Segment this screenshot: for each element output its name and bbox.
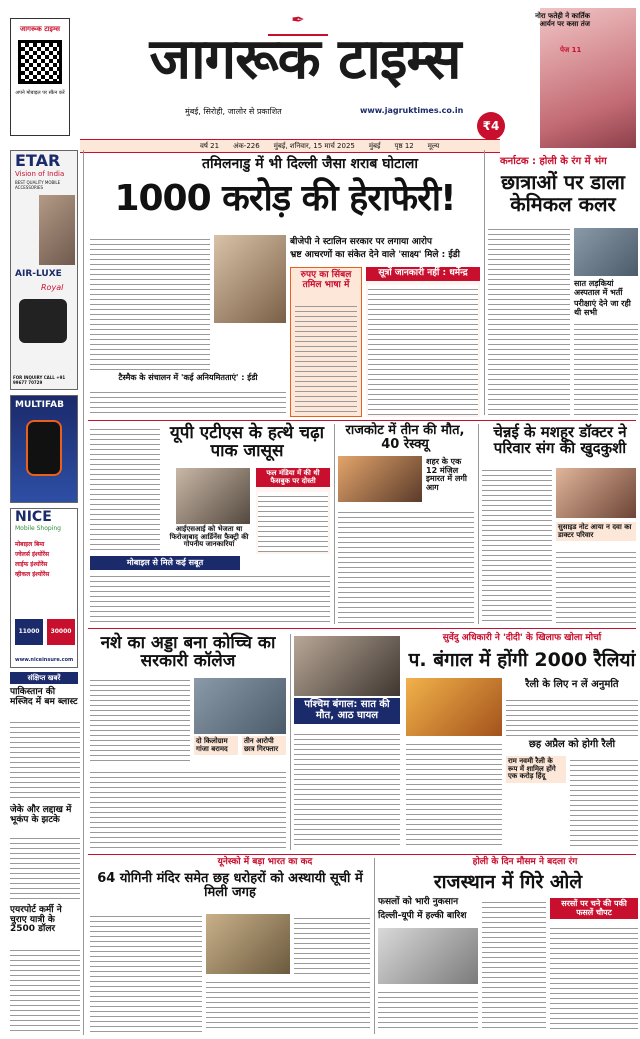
kochi-box-2[interactable]: तीन आरोपी छात्र गिरफ्तार [242, 736, 286, 755]
divider-2 [88, 628, 636, 629]
rajkot-text [338, 508, 474, 624]
rajasthan-text-2 [550, 924, 638, 1032]
promo-text[interactable]: नोरा फतेही ने कार्तिक आर्यन पर कसा तंज [535, 12, 590, 29]
bengal-photo [406, 678, 502, 736]
rupee-box-text [295, 302, 357, 412]
tagline: मुंबई, सिरोही, जालोर से प्रकाशित [185, 107, 282, 116]
promo-page: पेज 11 [560, 46, 582, 54]
etar-contact: FOR INQUIRY CALL +91 99677 70729 [13, 375, 66, 385]
qr-caption: अपने मोबाइल पर स्कैन करें [15, 90, 65, 96]
rajasthan-box[interactable]: सरसों पर चने की पकी फसलें चौपट [550, 898, 638, 919]
chennai-headline[interactable]: चेन्नई के मशहूर डॉक्टर ने परिवार संग की खुदकुशी [493, 423, 627, 458]
mini-news-label: संक्षिप्त खबरें [10, 672, 78, 684]
rajasthan-text-1 [482, 898, 546, 1032]
lead-caption[interactable]: टैस्मैक के संचालन में 'कई अनियमितताएं' : ईडी [118, 373, 258, 382]
kochi-text-2 [90, 768, 286, 848]
rajasthan-headline[interactable]: राजस्थान में गिरे ओले [433, 871, 583, 893]
insurance-jewellers: ज्वेलर्स इंश्योरेंस [15, 551, 50, 558]
pakistan-blast-headline[interactable]: पाकिस्तान की मस्जिद में बम ब्लास्ट [10, 687, 78, 707]
ats-headline[interactable]: यूपी एटीएस के हत्थे चढ़ा पाक जासूस [169, 423, 325, 462]
count-badge-1: 11000 [15, 619, 43, 645]
unesco-text-1 [90, 912, 202, 1032]
chennai-text-2 [556, 548, 636, 624]
divider-1 [88, 420, 636, 421]
rajkot-photo [338, 456, 422, 502]
city: मुंबई [368, 141, 381, 150]
right-divider [484, 150, 485, 415]
ats-box-title[interactable]: फल मंडिया में की थी फैसबुक पर दोस्ती [256, 468, 330, 487]
unesco-text-2 [206, 978, 370, 1032]
nice-subtitle: Mobile Shoping [15, 525, 61, 532]
bengal-text-3 [570, 756, 638, 848]
lead-intro-text [90, 235, 210, 370]
headset-product [19, 299, 67, 343]
mid-divider-2 [478, 424, 479, 624]
jk-quake-text [10, 834, 80, 900]
ats-intro-text [90, 425, 160, 553]
qr-code-icon [18, 40, 62, 84]
accident-text [294, 730, 400, 848]
rajkot-bullet[interactable]: शहर के एक 12 मंजिल इमारत में लगी आग [426, 457, 467, 492]
unesco-photo [206, 914, 290, 974]
nice-ad[interactable] [10, 508, 78, 668]
promo-photo [540, 8, 636, 148]
speaker-product [26, 420, 62, 476]
rajasthan-bullet-2[interactable]: दिल्ली-यूपी में हल्की बारिश [378, 911, 467, 921]
dharmendra-title[interactable]: सूत्रों जानकारी नहीं : धर्मेन्द्र [366, 267, 480, 281]
lead-photo-stalin [214, 235, 286, 323]
rupee-box [290, 267, 362, 417]
etar-model-photo [39, 195, 75, 265]
mid-divider-3 [290, 634, 291, 850]
bengal-sub[interactable]: रैली के लिए न लें अनुमति [525, 679, 619, 690]
lead-sub1[interactable]: बीजेपी ने स्टालिन सरकार पर लगाया आरोप [290, 237, 433, 247]
accident-headline[interactable]: पश्चिम बंगाल: सात की मौत, आठ घायल [294, 698, 400, 724]
karnataka-text-2 [574, 320, 638, 415]
qr-brand: जागरूक टाइम्स [20, 25, 60, 33]
price-badge: ₹4 [477, 112, 505, 140]
ats-banner: मोबाइल से मिले कई सबूत [90, 556, 240, 570]
chennai-caption[interactable]: सुसाइड नोट आया न दवा का डाक्टर परिवार [556, 522, 636, 541]
left-divider [83, 150, 84, 1035]
pakistan-blast-text [10, 718, 80, 798]
kochi-box-1[interactable]: दो किलोग्राम गांजा बरामद [194, 736, 238, 755]
qr-ad[interactable] [10, 18, 70, 136]
bengal-text-1 [506, 696, 638, 736]
etar-subtitle: Vision of India [15, 170, 65, 178]
ats-body-text [90, 572, 330, 624]
kochi-headline[interactable]: नशे का अड्डा बना कोच्चि का सरकारी कॉलेज [100, 633, 276, 672]
ats-box-text [258, 492, 328, 552]
rajasthan-kicker[interactable]: होली के दिन मौसम ने बदला रंग [472, 857, 578, 867]
lead-sub2[interactable]: भ्रष्ट आचरणों का संकेत देने वाले 'साक्ष्य' मिले : ईडी [290, 250, 460, 260]
newspaper-title: जागरूक टाइम्स [149, 27, 461, 92]
count-badge-2: 30000 [47, 619, 75, 645]
rajasthan-text-3 [378, 988, 478, 1032]
insurance-mobile: मोबाइल बिमा [15, 541, 45, 548]
bengal-headline[interactable]: प. बंगाल में होंगी 2000 रैलियां [408, 649, 636, 671]
rupee-box-title[interactable]: रुपए का सिंबल तमिल भाषा में [300, 270, 352, 290]
nice-website[interactable]: www.niceinsure.com [15, 657, 74, 663]
airport-theft-headline[interactable]: एयरपोर्ट कर्मी ने चुराए यात्री के 2500 डॉलर [10, 905, 62, 935]
bengal-sub2[interactable]: छह अप्रैल को होगी रैली [528, 739, 616, 750]
airluxe-label: AIR-LUXE [15, 269, 62, 279]
dharmendra-text [368, 285, 478, 415]
bengal-text-2 [406, 740, 502, 848]
karnataka-headline[interactable]: छात्राओं पर डाला केमिकल कलर [501, 170, 625, 216]
unesco-text-3 [294, 914, 370, 974]
karnataka-kicker[interactable]: कर्नाटक : होली के रंग में भंग [500, 156, 607, 167]
kochi-text-1 [90, 676, 190, 764]
ats-box [256, 468, 330, 554]
rajasthan-photo [378, 928, 478, 984]
lead-kicker[interactable]: तमिलनाडु में भी दिल्ली जैसा शराब घोटाला [202, 156, 418, 172]
nice-brand: NICE [15, 509, 52, 525]
issue: अंक-226 [233, 141, 260, 150]
bengal-bullet[interactable]: राम नवमी रैली के रूप में शामिल होंगे एक करोड़ हिंदू [506, 756, 566, 783]
accident-photo [294, 636, 400, 696]
karnataka-text-1 [488, 225, 570, 415]
etar-tagline: BEST QUALITY MOBILE ACCESSORIES [15, 180, 61, 190]
insurance-life: लाईफ इंश्योरेंस [15, 561, 48, 568]
ats-caption[interactable]: आईएसआई को भेजता था फिरोजाबाद आर्डिनेंस फैक्ट्री की गोपनीय जानकारियां [169, 525, 249, 549]
etar-ad[interactable] [10, 150, 78, 390]
price-label: मूल्य [427, 141, 440, 150]
kochi-photo [194, 678, 286, 734]
dharmendra-box [366, 267, 480, 417]
insurance-vehicle: व्हीकल इंश्योरेंस [15, 571, 50, 578]
airport-theft-text [10, 946, 80, 1032]
lead-headline[interactable]: 1000 करोड़ की हेराफेरी! [114, 178, 456, 219]
karnataka-photo [574, 228, 638, 276]
lead-body-text [90, 388, 286, 416]
page-count: पृष्ठ 12 [394, 141, 414, 150]
jk-quake-headline[interactable]: जेके और लद्दाख में भूकंप के झटके [10, 805, 72, 825]
divider-3 [88, 854, 636, 855]
mid-divider-4 [374, 858, 375, 1034]
ats-photo [176, 468, 250, 524]
year: वर्ष 21 [200, 141, 220, 150]
chennai-photo [556, 468, 636, 518]
chennai-text-1 [482, 466, 552, 624]
date: मुंबई, शनिवार, 15 मार्च 2025 [273, 141, 355, 150]
dateline-bar [80, 139, 500, 153]
bengal-kicker[interactable]: सुवेंदु अधिकारी ने 'दीदी' के खिलाफ खोला मोर्चा [442, 633, 602, 643]
multifab-brand: MULTIFAB [15, 400, 64, 410]
karnataka-bullet-1[interactable]: सात लड़कियां अस्पताल में भर्ती [574, 279, 623, 297]
rajasthan-bullet-1[interactable]: फसलों को भारी नुकसान [378, 897, 459, 907]
royal-label: Royal [41, 283, 64, 292]
website[interactable]: www.jagruktimes.co.in [360, 106, 464, 115]
rajkot-headline[interactable]: राजकोट में तीन की मौत, 40 रेस्क्यू [345, 423, 465, 453]
multifab-ad[interactable] [10, 395, 78, 503]
karnataka-bullet-2[interactable]: परीक्षाएं देने जा रही थी सभी [574, 299, 631, 317]
unesco-kicker[interactable]: यूनेस्को में बड़ा भारत का कद [217, 857, 313, 867]
logo-emblem-icon: ✒ [268, 10, 328, 36]
unesco-headline[interactable]: 64 योगिनी मंदिर समेत छह धरोहरों को अस्थायी सूची में मिली जगह [97, 871, 363, 901]
mid-divider-1 [334, 424, 335, 624]
etar-brand: ETAR [15, 151, 61, 170]
